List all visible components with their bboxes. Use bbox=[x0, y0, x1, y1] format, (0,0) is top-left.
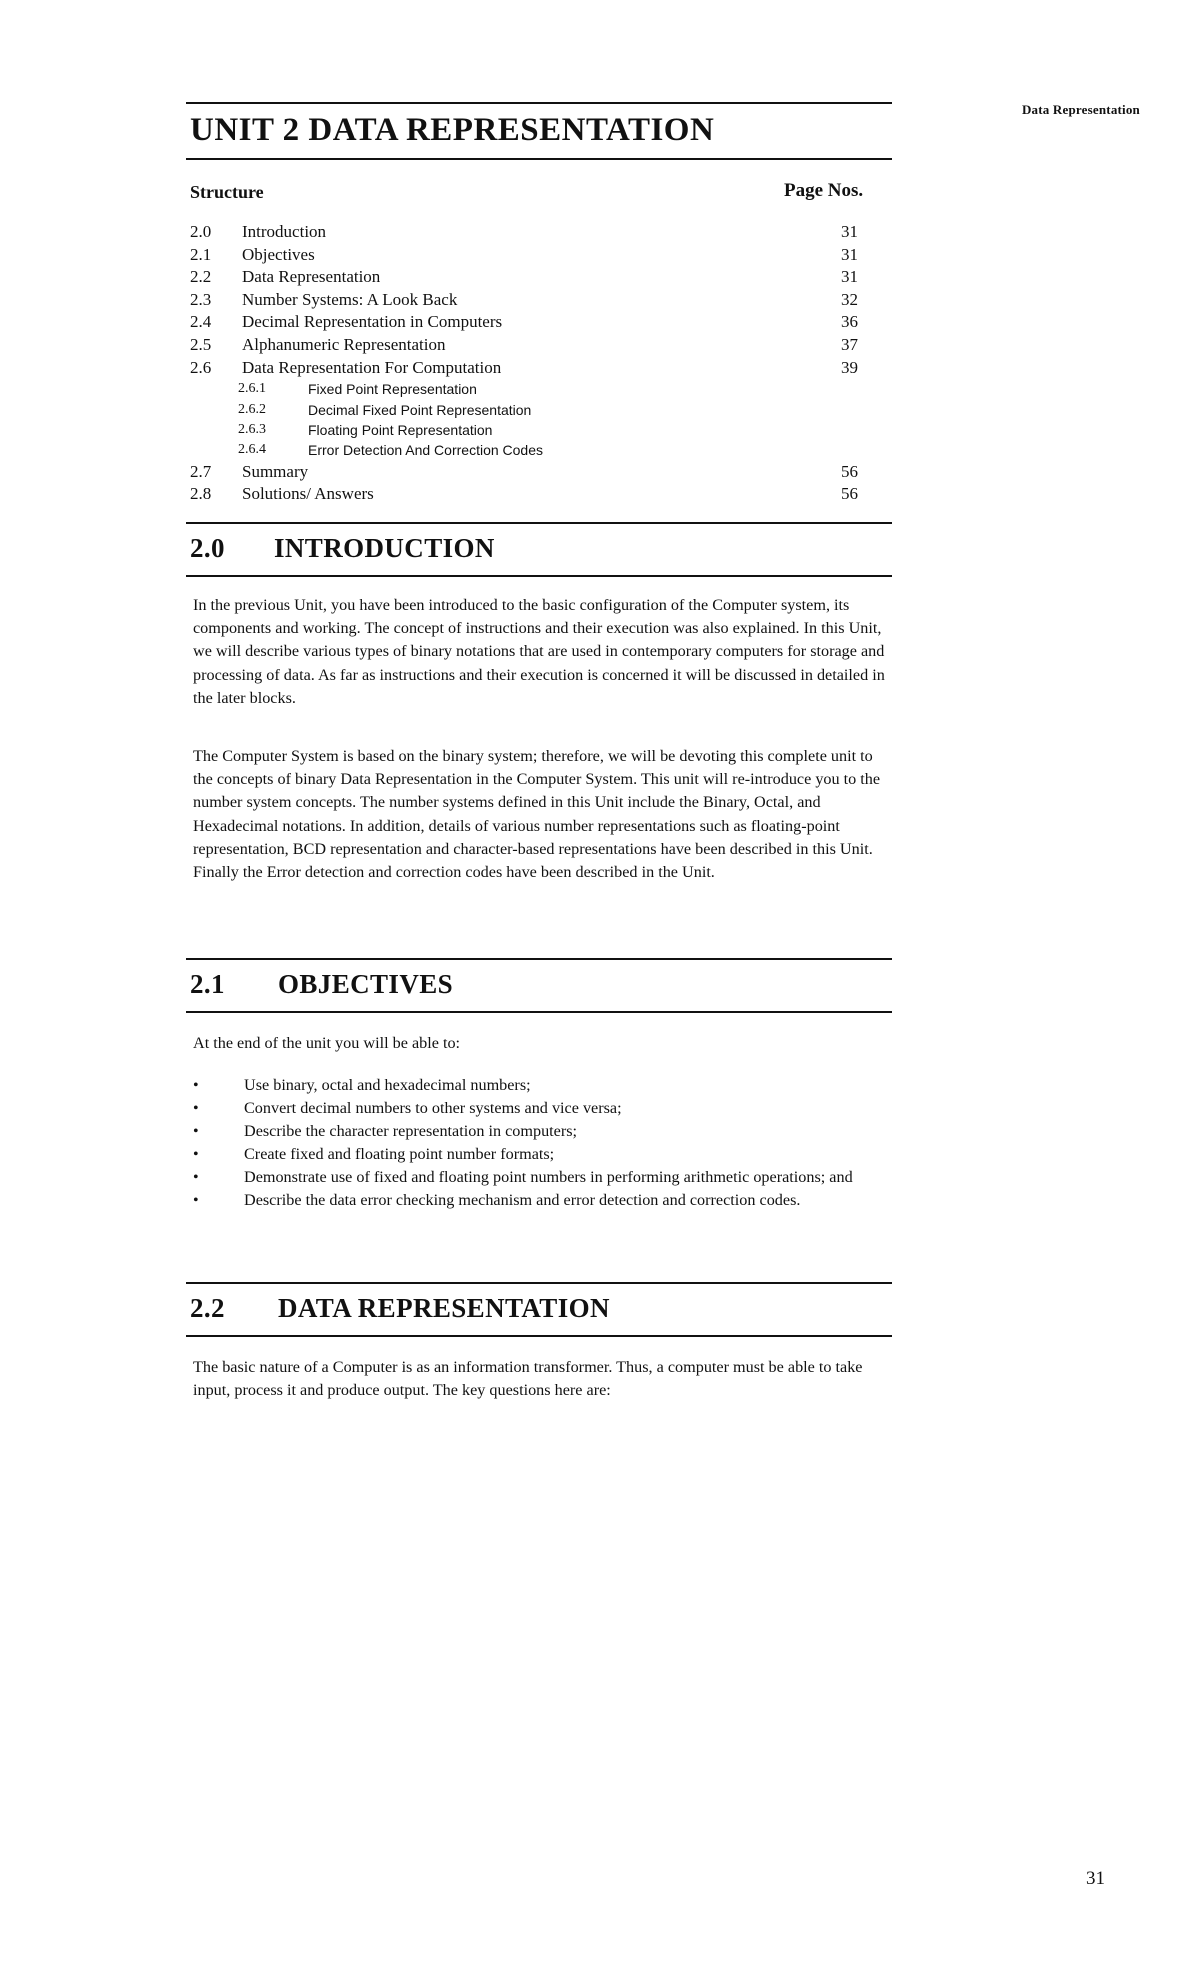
toc-title: Number Systems: A Look Back bbox=[242, 289, 458, 309]
section-number: 2.0 bbox=[190, 533, 225, 563]
section-rule-bottom bbox=[186, 575, 892, 577]
page-number: 31 bbox=[1086, 1868, 1105, 1889]
toc-subrow bbox=[190, 379, 860, 399]
list-item-text: Describe the character representation in computers; bbox=[244, 1122, 578, 1140]
toc-title: Decimal Fixed Point Representation bbox=[308, 401, 532, 418]
toc-row bbox=[190, 289, 860, 312]
list-item bbox=[193, 1097, 893, 1120]
toc-number: 2.0 bbox=[190, 222, 212, 241]
toc-number: 2.7 bbox=[190, 461, 212, 481]
toc-page: 31 bbox=[841, 267, 858, 287]
list-item-text: Describe the data error checking mechanism and error detection and correction codes. bbox=[244, 1191, 801, 1209]
introduction-paragraph-1: In the previous Unit, you have been introduced to the basic configuration of the Computer system, its components and working. The concept of instructions and their execution was also explained. In this Unit, we will describe various types of binary notations that are used in contemporary computers for storage and processing of data. As far as instructions and their execution is concerned it will be discussed in detailed in the later blocks. bbox=[193, 596, 885, 707]
bullet-icon: • bbox=[193, 1169, 199, 1186]
toc-page: 36 bbox=[841, 312, 858, 332]
toc-number: 2.6.4 bbox=[238, 442, 266, 458]
list-item bbox=[193, 1166, 893, 1189]
toc-row bbox=[190, 357, 860, 380]
list-item-text: Use binary, octal and hexadecimal numbers; bbox=[244, 1076, 531, 1094]
toc-row bbox=[190, 311, 860, 334]
toc-row bbox=[190, 461, 860, 484]
list-item bbox=[193, 1074, 893, 1097]
objectives-intro: At the end of the unit you will be able to: bbox=[193, 1034, 461, 1052]
list-item bbox=[193, 1143, 893, 1166]
toc-title: Decimal Representation in Computers bbox=[242, 312, 503, 332]
toc-title: Data Representation For Computation bbox=[242, 357, 502, 377]
toc-title: Floating Point Representation bbox=[308, 421, 493, 438]
bullet-icon: • bbox=[193, 1100, 199, 1117]
section-title: DATA REPRESENTATION bbox=[278, 1293, 610, 1323]
bullet-icon: • bbox=[193, 1123, 199, 1140]
introduction-paragraph-2: The Computer System is based on the binary system; therefore, we will be devoting this complete unit to the concepts of binary Data Representation in the Computer System. This unit will re-introduce you to the number system concepts. The number systems defined in this Unit include the Binary, Octal, and Hexadecimal notations. In addition, details of various number representations such as floating-point representation, BCD representation and character-based representations have been described in this Unit. Finally the Error detection and correction codes have been described in the Unit. bbox=[193, 747, 881, 882]
toc-subrow bbox=[190, 420, 860, 440]
toc-subrow bbox=[190, 400, 860, 420]
toc-title: Data Representation bbox=[242, 267, 381, 287]
toc-row bbox=[190, 244, 860, 267]
section-rule-bottom bbox=[186, 1335, 892, 1337]
section-rule-top bbox=[186, 1282, 892, 1284]
data-representation-paragraph: The basic nature of a Computer is as an information transformer. Thus, a computer must be able to take input, process it and produce output. The key questions here are: bbox=[193, 1358, 863, 1400]
bullet-icon: • bbox=[193, 1077, 199, 1094]
toc-row bbox=[190, 266, 860, 289]
bullet-icon: • bbox=[193, 1192, 199, 1209]
toc-page: 37 bbox=[841, 334, 858, 354]
section-number: 2.2 bbox=[190, 1293, 225, 1323]
toc-page: 56 bbox=[841, 484, 858, 504]
toc-title: Introduction bbox=[242, 222, 327, 241]
toc-title: Fixed Point Representation bbox=[308, 381, 477, 398]
unit-title: UNIT 2 DATA REPRESENTATION bbox=[190, 112, 715, 148]
toc-page: 31 bbox=[841, 244, 858, 264]
toc-number: 2.5 bbox=[190, 334, 212, 354]
toc-number: 2.6.2 bbox=[238, 401, 266, 417]
list-item bbox=[193, 1120, 893, 1143]
list-item-text: Create fixed and floating point number formats; bbox=[244, 1145, 555, 1163]
toc-title: Summary bbox=[242, 461, 309, 481]
toc-title: Objectives bbox=[242, 244, 315, 264]
toc-page: 31 bbox=[841, 222, 858, 241]
toc-number: 2.6 bbox=[190, 357, 212, 377]
section-title: INTRODUCTION bbox=[274, 533, 495, 563]
objectives-heading bbox=[190, 969, 890, 1005]
list-item-text: Demonstrate use of fixed and floating point numbers in performing arithmetic operations; and bbox=[244, 1168, 853, 1186]
page-nos-label: Page Nos. bbox=[784, 180, 864, 201]
table-of-contents bbox=[190, 221, 860, 506]
toc-row bbox=[190, 221, 860, 244]
toc-title: Alphanumeric Representation bbox=[242, 334, 446, 354]
toc-title: Solutions/ Answers bbox=[242, 484, 374, 504]
toc-page: 39 bbox=[841, 357, 858, 377]
introduction-heading bbox=[190, 533, 890, 569]
toc-number: 2.2 bbox=[190, 267, 212, 287]
toc-title: Error Detection And Correction Codes bbox=[308, 442, 543, 459]
toc-row bbox=[190, 334, 860, 357]
toc-subrow bbox=[190, 440, 860, 460]
toc-page: 56 bbox=[841, 461, 858, 481]
list-item-text: Convert decimal numbers to other systems and vice versa; bbox=[244, 1099, 622, 1117]
toc-number: 2.4 bbox=[190, 312, 212, 332]
running-header: Data Representation bbox=[1021, 102, 1140, 117]
section-number: 2.1 bbox=[190, 969, 225, 999]
toc-number: 2.3 bbox=[190, 289, 212, 309]
toc-number: 2.6.1 bbox=[238, 381, 266, 397]
section-rule-top bbox=[186, 958, 892, 960]
section-rule-top bbox=[186, 522, 892, 524]
toc-number: 2.1 bbox=[190, 244, 212, 264]
toc-number: 2.6.3 bbox=[238, 421, 266, 437]
toc-page: 32 bbox=[841, 289, 858, 309]
section-title: OBJECTIVES bbox=[278, 969, 454, 999]
objectives-list bbox=[193, 1074, 893, 1212]
title-underline bbox=[186, 158, 892, 160]
list-item bbox=[193, 1189, 893, 1212]
section-rule-bottom bbox=[186, 1011, 892, 1013]
toc-row bbox=[190, 483, 860, 506]
top-rule bbox=[186, 102, 892, 104]
toc-number: 2.8 bbox=[190, 484, 212, 504]
data-representation-heading bbox=[190, 1293, 890, 1329]
bullet-icon: • bbox=[193, 1146, 199, 1163]
structure-label: Structure bbox=[190, 182, 264, 202]
